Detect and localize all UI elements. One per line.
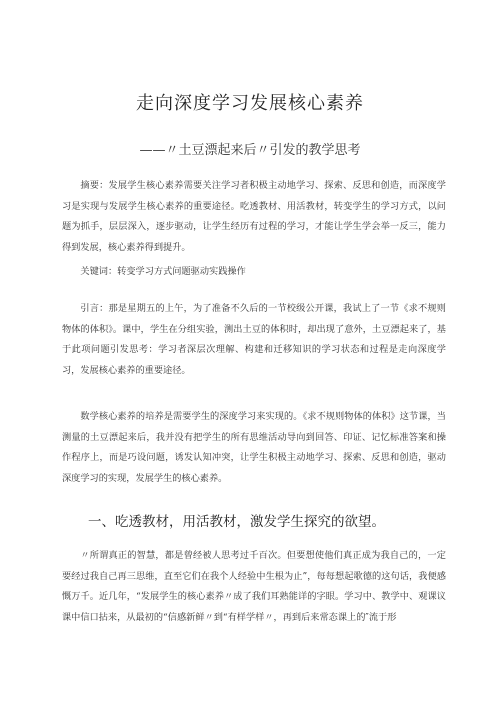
keywords-paragraph: 关键词：转变学习方式问题驱动实践操作 bbox=[80, 266, 246, 277]
document-title: 走向深度学习发展核心素养 bbox=[136, 93, 364, 114]
intro-paragraph: 引言：那是星期五的上午，为了准备不久后的一节校级公开课，我试上了一节《求不规则物体的体积》。课中，学生在分组实验，测出土豆的体积时，却出现了意外，土豆漂起来了，基于此项问题引发思考：学习者深层次理解、构建和迁移知识的学习状态和过程是走向深度学习，发展核心素养的重要途径。 bbox=[62, 303, 446, 376]
document-subtitle: ——〃土豆漂起来后〃引发的教学思考 bbox=[139, 143, 361, 158]
section-heading-1: 一、吃透教材，用活教材，激发学生探究的欲望。 bbox=[88, 514, 385, 530]
body-paragraph-2: 〃所谓真正的智慧，都是曾经被人思考过千百次。但要想使他们真正成为我自己的，一定要经过我自己再三思维，直至它们在我个人经验中生根为止”，每每想起歌德的这句话，我便感慨万千。近几年，“发展学生的核心素养〃成了我们耳熟能详的字眼。学习中、教学中、观课议课中信口拈来，从最初的“信感新鲜〃到“有样学样〃，再到后来常态课上的″流于形 bbox=[62, 550, 446, 623]
abstract-paragraph: 摘要：发展学生核心素养需要关注学习者积极主动地学习、探索、反思和创造，而深度学习是实现与发展学生核心素养的重要途径。吃透教材、用活教材，转变学生的学习方式，以问题为抓手，层层深入，逐步驱动，让学生经历有过程的学习，才能让学生学会举一反三，能力得到发展，核心素养得到提升。 bbox=[62, 180, 446, 253]
body-paragraph-1: 数学核心素养的培养是需要学生的深度学习来实现的。《求不规则物体的体积》这节课，当测量的土豆漂起来后，我并没有把学生的所有思维活动导向到回答、印证、记忆标准答案和操作程序上，而是巧设问题，诱发认知冲突，让学生积极主动地学习、探索、反思和创造，驱动深度学习的实现，发展学生的核心素养。 bbox=[62, 411, 446, 484]
